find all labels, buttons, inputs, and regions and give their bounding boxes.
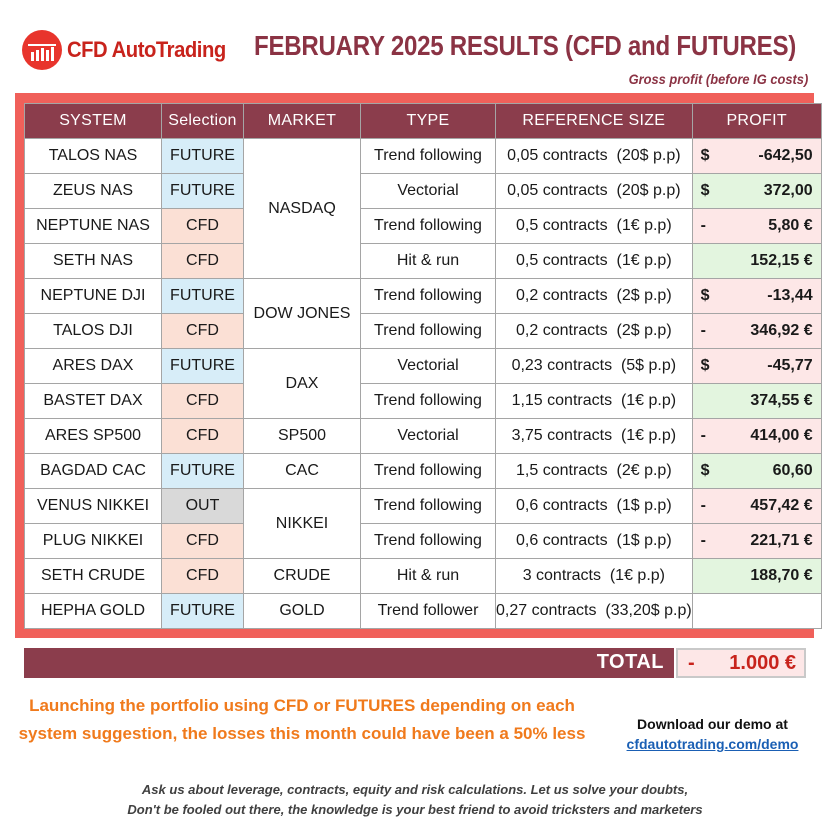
- profit-value: 346,92 €: [750, 322, 813, 339]
- reference-amount: 0,2 contracts: [516, 322, 608, 339]
- market-cell: DAX: [244, 349, 361, 419]
- profit-cell: [692, 314, 821, 349]
- profit-cell: [692, 139, 821, 174]
- reference-amount: 0,05 contracts: [507, 147, 608, 164]
- profit-sign: -: [700, 532, 706, 549]
- selection-cell: OUT: [162, 489, 244, 524]
- table-row: [25, 139, 822, 174]
- system-cell: NEPTUNE DJI: [25, 279, 162, 314]
- selection-cell: CFD: [162, 314, 244, 349]
- system-cell: ARES SP500: [25, 419, 162, 454]
- reference-size-cell: [496, 209, 693, 244]
- profit-cell: [692, 244, 821, 279]
- reference-unit: (1€ p.p): [620, 392, 677, 409]
- table-row: [25, 314, 822, 349]
- profit-sign: $: [700, 357, 710, 374]
- page-subtitle: Gross profit (before IG costs): [628, 71, 808, 87]
- profit-cell: [692, 349, 821, 384]
- reference-size-cell: [496, 489, 693, 524]
- selection-cell: FUTURE: [162, 174, 244, 209]
- type-cell: Trend following: [361, 209, 496, 244]
- total-value: 1.000 €: [729, 651, 796, 674]
- type-cell: Vectorial: [361, 419, 496, 454]
- results-table: [24, 103, 822, 629]
- selection-cell: CFD: [162, 209, 244, 244]
- profit-sign: -: [700, 322, 706, 339]
- reference-size-cell: [496, 419, 693, 454]
- col-header-reference-size: REFERENCE SIZE: [496, 104, 693, 139]
- profit-sign: -: [700, 427, 706, 444]
- reference-unit: (20$ p.p): [616, 182, 681, 199]
- profit-value: 414,00 €: [750, 427, 813, 444]
- market-cell: DOW JONES: [244, 279, 361, 349]
- type-cell: Trend following: [361, 384, 496, 419]
- selection-cell: FUTURE: [162, 594, 244, 629]
- reference-amount: 0,6 contracts: [516, 532, 608, 549]
- system-cell: NEPTUNE NAS: [25, 209, 162, 244]
- system-cell: SETH CRUDE: [25, 559, 162, 594]
- table-row: [25, 209, 822, 244]
- profit-sign: -: [700, 497, 706, 514]
- profit-cell: [692, 209, 821, 244]
- table-row: [25, 524, 822, 559]
- demo-link[interactable]: cfdautotrading.com/demo: [626, 736, 799, 752]
- profit-cell: [692, 594, 821, 629]
- profit-value: -642,50: [758, 147, 813, 164]
- reference-unit: (1€ p.p): [616, 217, 672, 234]
- reference-amount: 0,23 contracts: [511, 357, 613, 374]
- reference-amount: 3 contracts: [522, 567, 601, 584]
- chart-icon: [22, 30, 62, 70]
- selection-cell: CFD: [162, 524, 244, 559]
- profit-value: 152,15 €: [750, 252, 813, 269]
- market-cell: GOLD: [244, 594, 361, 629]
- table-row: [25, 454, 822, 489]
- system-cell: BAGDAD CAC: [25, 454, 162, 489]
- footer-note: [0, 780, 830, 820]
- profit-value: -45,77: [767, 357, 813, 374]
- reference-size-cell: [496, 384, 693, 419]
- selection-cell: FUTURE: [162, 454, 244, 489]
- reference-unit: (1$ p.p): [616, 532, 672, 549]
- promo-message: Launching the portfolio using CFD or FUTURES depending on each system suggestion, the losses this month could have been a 50% less: [18, 696, 586, 743]
- reference-unit: (2$ p.p): [616, 322, 672, 339]
- reference-size-cell: [496, 594, 693, 629]
- profit-value: -13,44: [767, 287, 813, 304]
- profit-cell: [692, 384, 821, 419]
- type-cell: Trend following: [361, 454, 496, 489]
- system-cell: ZEUS NAS: [25, 174, 162, 209]
- table-row: [25, 384, 822, 419]
- reference-size-cell: [496, 524, 693, 559]
- col-header-system: SYSTEM: [25, 104, 162, 139]
- system-cell: TALOS NAS: [25, 139, 162, 174]
- reference-unit: (20$ p.p): [616, 147, 681, 164]
- reference-amount: 0,05 contracts: [507, 182, 608, 199]
- selection-cell: FUTURE: [162, 279, 244, 314]
- reference-size-cell: [496, 454, 693, 489]
- system-cell: HEPHA GOLD: [25, 594, 162, 629]
- table-row: [25, 279, 822, 314]
- market-cell: NASDAQ: [244, 139, 361, 279]
- reference-unit: (2$ p.p): [616, 287, 672, 304]
- market-cell: NIKKEI: [244, 489, 361, 559]
- reference-unit: (1€ p.p): [609, 567, 665, 584]
- type-cell: Trend follower: [361, 594, 496, 629]
- reference-amount: 1,15 contracts: [511, 392, 613, 409]
- table-row: [25, 559, 822, 594]
- profit-sign: $: [700, 462, 710, 479]
- demo-title: Download our demo at: [637, 716, 788, 732]
- profit-sign: -: [700, 217, 706, 234]
- table-header-row: [25, 104, 822, 139]
- page-title: FEBRUARY 2025 RESULTS (CFD and FUTURES): [254, 30, 797, 61]
- total-value-box: [676, 648, 806, 678]
- system-cell: PLUG NIKKEI: [25, 524, 162, 559]
- market-cell: CAC: [244, 454, 361, 489]
- reference-size-cell: [496, 314, 693, 349]
- reference-size-cell: [496, 349, 693, 384]
- table-row: [25, 244, 822, 279]
- type-cell: Trend following: [361, 489, 496, 524]
- reference-unit: (1$ p.p): [616, 497, 672, 514]
- profit-value: 188,70 €: [750, 567, 813, 584]
- selection-cell: CFD: [162, 244, 244, 279]
- col-header-type: TYPE: [361, 104, 496, 139]
- reference-size-cell: [496, 174, 693, 209]
- reference-amount: 0,27 contracts: [496, 602, 597, 619]
- reference-amount: 0,6 contracts: [516, 497, 608, 514]
- reference-size-cell: [496, 139, 693, 174]
- total-bar: [24, 648, 674, 678]
- profit-cell: [692, 524, 821, 559]
- reference-unit: (5$ p.p): [620, 357, 677, 374]
- col-header-market: MARKET: [244, 104, 361, 139]
- reference-amount: 0,5 contracts: [516, 252, 608, 269]
- reference-unit: (1€ p.p): [616, 252, 672, 269]
- reference-size-cell: [496, 559, 693, 594]
- type-cell: Hit & run: [361, 559, 496, 594]
- selection-cell: FUTURE: [162, 139, 244, 174]
- profit-value: 372,00: [763, 182, 813, 199]
- brand-logo: [22, 30, 240, 70]
- table-row: [25, 349, 822, 384]
- table-row: [25, 174, 822, 209]
- profit-cell: [692, 174, 821, 209]
- reference-unit: (1€ p.p): [620, 427, 677, 444]
- type-cell: Hit & run: [361, 244, 496, 279]
- profit-cell: [692, 454, 821, 489]
- reference-unit: (33,20$ p.p): [605, 602, 692, 619]
- profit-cell: [692, 489, 821, 524]
- table-row: [25, 489, 822, 524]
- profit-sign: $: [700, 147, 710, 164]
- type-cell: Vectorial: [361, 349, 496, 384]
- brand-name: CFD AutoTrading: [67, 37, 226, 62]
- selection-cell: CFD: [162, 419, 244, 454]
- reference-size-cell: [496, 244, 693, 279]
- selection-cell: CFD: [162, 559, 244, 594]
- table-row: [25, 419, 822, 454]
- table-row: [25, 594, 822, 629]
- profit-cell: [692, 559, 821, 594]
- reference-amount: 3,75 contracts: [511, 427, 613, 444]
- selection-cell: CFD: [162, 384, 244, 419]
- reference-amount: 0,5 contracts: [516, 217, 608, 234]
- system-cell: TALOS DJI: [25, 314, 162, 349]
- col-header-selection: Selection: [162, 104, 244, 139]
- reference-amount: 1,5 contracts: [516, 462, 608, 479]
- profit-value: 457,42 €: [750, 497, 813, 514]
- footer-line-2: Don't be fooled out there, the knowledge is your best friend to avoid tricksters and marketers: [127, 802, 703, 817]
- total-sign: -: [688, 651, 695, 674]
- type-cell: Trend following: [361, 279, 496, 314]
- profit-value: 221,71 €: [750, 532, 813, 549]
- profit-value: 374,55 €: [750, 392, 813, 409]
- profit-cell: [692, 419, 821, 454]
- system-cell: BASTET DAX: [25, 384, 162, 419]
- reference-unit: (2€ p.p): [616, 462, 672, 479]
- type-cell: Trend following: [361, 139, 496, 174]
- profit-value: 60,60: [772, 462, 813, 479]
- profit-cell: [692, 279, 821, 314]
- footer-line-1: Ask us about leverage, contracts, equity and risk calculations. Let us solve your doubts,: [141, 782, 689, 797]
- demo-callout: [600, 714, 825, 754]
- type-cell: Trend following: [361, 524, 496, 559]
- system-cell: SETH NAS: [25, 244, 162, 279]
- reference-amount: 0,2 contracts: [516, 287, 608, 304]
- col-header-profit: PROFIT: [692, 104, 821, 139]
- system-cell: VENUS NIKKEI: [25, 489, 162, 524]
- market-cell: SP500: [244, 419, 361, 454]
- profit-value: 5,80 €: [768, 217, 813, 234]
- reference-size-cell: [496, 279, 693, 314]
- market-cell: CRUDE: [244, 559, 361, 594]
- selection-cell: FUTURE: [162, 349, 244, 384]
- profit-sign: $: [700, 287, 710, 304]
- total-label: TOTAL: [596, 651, 664, 673]
- system-cell: ARES DAX: [25, 349, 162, 384]
- type-cell: Vectorial: [361, 174, 496, 209]
- profit-sign: $: [700, 182, 710, 199]
- type-cell: Trend following: [361, 314, 496, 349]
